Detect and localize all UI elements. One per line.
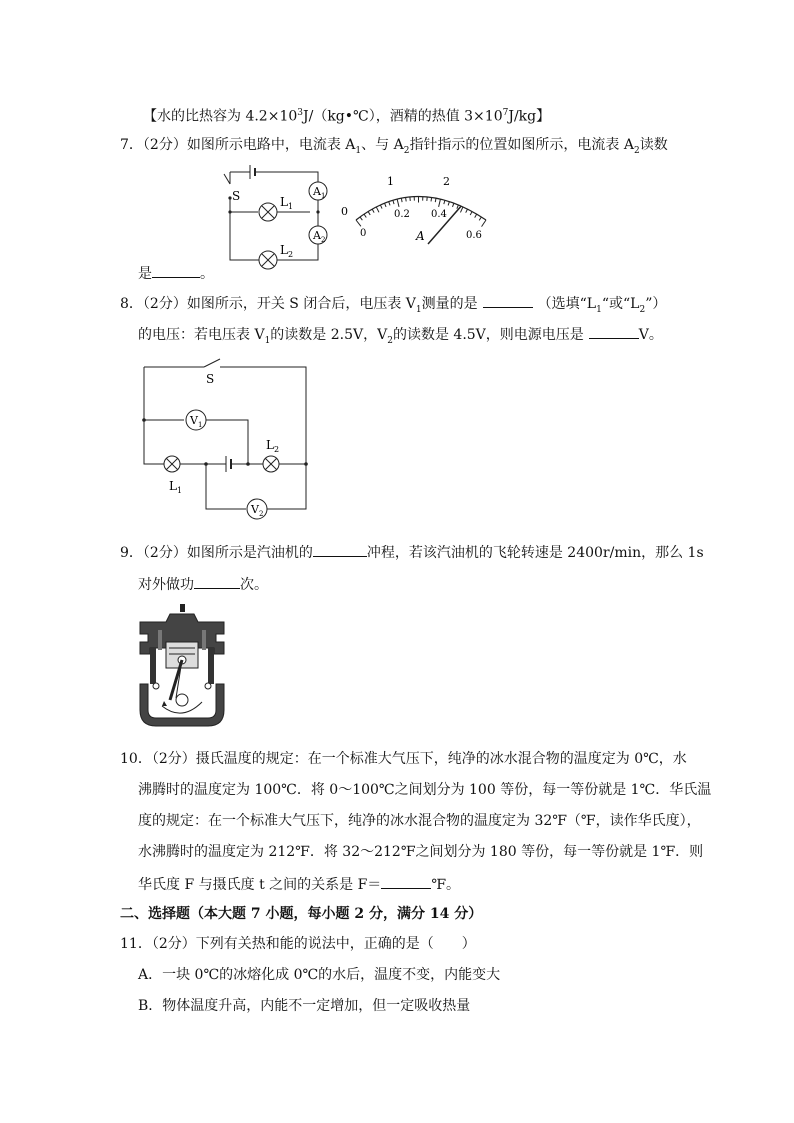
question-score: （2分） bbox=[151, 751, 196, 767]
q7-text: 如图所示电路中，电流表 A bbox=[186, 137, 356, 153]
answer-prefix: 是 bbox=[138, 266, 152, 282]
dial-tick bbox=[389, 202, 390, 206]
subscript: 2 bbox=[639, 304, 646, 315]
constants-exponent-2: 7 bbox=[502, 108, 509, 118]
answer-blank[interactable] bbox=[589, 324, 639, 339]
constants-exponent: 3 bbox=[297, 108, 303, 118]
dial-inner-tick: 0 bbox=[360, 228, 367, 239]
subscript: 1 bbox=[355, 145, 362, 156]
question-number: 7． bbox=[120, 137, 143, 153]
lamp1-label: $L_1$ bbox=[169, 479, 183, 495]
q8-text-2: 测量的是 bbox=[421, 296, 478, 312]
question-score: （2分） bbox=[142, 545, 187, 561]
q10-line3 bbox=[138, 812, 701, 830]
question-number: 8． bbox=[120, 296, 143, 312]
constants-line bbox=[143, 104, 550, 126]
q10-text: 沸腾时的温度定为 100℃．将 0～100℃之间划分为 100 等份，每一等份就是 1℃．华氏温 bbox=[138, 782, 712, 798]
dial-inner-tick: 0.6 bbox=[466, 230, 482, 241]
dial-tick bbox=[385, 203, 386, 207]
voltmeter-v1-label: $V_1$ bbox=[190, 414, 203, 429]
dial-tick bbox=[372, 209, 374, 212]
q8-text: 的电压：若电压表 V bbox=[138, 327, 265, 343]
answer-suffix: 。 bbox=[200, 266, 214, 282]
q7-answer-line bbox=[138, 263, 214, 283]
switch-label: S bbox=[232, 189, 241, 203]
section-title-text: 二、选择题（本大题 7 小题，每小题 2 分，满分 14 分） bbox=[120, 906, 483, 922]
dial-tick bbox=[482, 220, 486, 227]
q10-text-2: ℉。 bbox=[431, 877, 460, 893]
q11-stem bbox=[120, 935, 476, 953]
lamp2-label: $L_2$ bbox=[266, 438, 280, 454]
section-title bbox=[120, 905, 482, 923]
dial-outer-tick: 2 bbox=[443, 175, 450, 188]
q10-line2 bbox=[138, 781, 711, 799]
q8-text-4: “或“L bbox=[601, 296, 640, 312]
dial-tick bbox=[439, 199, 441, 207]
q10-line4 bbox=[138, 843, 703, 861]
lamp2-label: $L_2$ bbox=[280, 243, 294, 259]
q8-text-4: V。 bbox=[638, 327, 663, 343]
dial-tick bbox=[368, 212, 370, 215]
question-score: （2分） bbox=[151, 936, 196, 952]
switch-label: S bbox=[206, 372, 215, 386]
dial-tick bbox=[457, 205, 459, 209]
dial-tick bbox=[397, 199, 399, 207]
subscript: 1 bbox=[415, 304, 422, 315]
q10-line5 bbox=[138, 874, 460, 894]
answer-blank[interactable] bbox=[483, 293, 533, 308]
constants-text-3: J/kg】 bbox=[508, 108, 551, 125]
engine-cylinder-illustration bbox=[136, 602, 228, 730]
q9-text-2: 次。 bbox=[240, 577, 268, 593]
dial-tick bbox=[470, 212, 472, 216]
question-score: （2分） bbox=[142, 137, 187, 153]
q10-text: 华氏度 F 与摄氏度 t 之间的关系是 F＝ bbox=[138, 877, 382, 893]
dial-tick bbox=[431, 197, 432, 201]
question-score: （2分） bbox=[142, 296, 187, 312]
subscript: 2 bbox=[403, 145, 410, 156]
subscript: 1 bbox=[596, 304, 602, 315]
dial-inner-tick: 0.4 bbox=[431, 209, 447, 220]
dial-tick bbox=[452, 203, 453, 207]
q11-option-a[interactable] bbox=[138, 966, 500, 984]
q8-circuit-diagram bbox=[136, 355, 316, 525]
ammeter-a1-label: $A_1$ bbox=[313, 185, 326, 200]
q7-text-2: 、与 A bbox=[361, 137, 404, 153]
dial-unit: A bbox=[416, 229, 425, 243]
q9-text: 对外做功 bbox=[138, 577, 194, 593]
constants-text-2: J/（kg•℃），酒精的热值 3×10 bbox=[303, 108, 503, 125]
q7-stem bbox=[120, 136, 668, 160]
dial-tick bbox=[475, 214, 477, 217]
q8-line1 bbox=[120, 293, 666, 319]
q8-text-2: 的读数是 2.5V，V bbox=[270, 327, 388, 343]
q11-text: 下列有关热和能的说法中，正确的是（ ） bbox=[195, 936, 476, 952]
ammeter-dial bbox=[336, 168, 496, 246]
q7-text-3: 指针指示的位置如图所示，电流表 A bbox=[409, 137, 634, 153]
question-number: 11． bbox=[120, 936, 152, 952]
q10-text: 度的规定：在一个标准大气压下，纯净的冰水混合物的温度定为 32℉（℉，读作华氏度）， bbox=[138, 813, 701, 829]
dial-tick bbox=[376, 207, 379, 212]
dial-tick bbox=[435, 198, 436, 202]
q9-text-2: 冲程，若该汽油机的飞轮转速是 2400r/min，那么 1s bbox=[366, 545, 704, 561]
dial-tick bbox=[479, 217, 481, 220]
dial-tick bbox=[448, 202, 449, 206]
answer-blank[interactable] bbox=[152, 263, 200, 278]
dial-tick bbox=[401, 198, 402, 202]
subscript: 2 bbox=[634, 145, 640, 156]
q8-text: 如图所示，开关 S 闭合后，电压表 V bbox=[186, 296, 416, 312]
q9-line1 bbox=[120, 542, 704, 562]
q11-option-b[interactable] bbox=[138, 997, 470, 1015]
subscript: 1 bbox=[264, 335, 271, 346]
answer-blank[interactable] bbox=[194, 574, 240, 589]
q8-text-3: 的读数是 4.5V，则电源电压是 bbox=[392, 327, 584, 343]
subscript: 2 bbox=[387, 335, 393, 346]
q10-line1 bbox=[120, 750, 687, 768]
dial-tick bbox=[444, 200, 445, 204]
dial-outer-tick: 1 bbox=[387, 175, 394, 188]
dial-tick bbox=[393, 200, 394, 204]
q9-line2 bbox=[138, 574, 268, 594]
lamp1-label: $L_1$ bbox=[280, 195, 294, 211]
voltmeter-v2-label: $V_2$ bbox=[251, 503, 264, 518]
answer-blank[interactable] bbox=[381, 874, 431, 889]
question-number: 10． bbox=[120, 751, 152, 767]
dial-tick bbox=[380, 205, 382, 209]
q7-circuit-diagram bbox=[218, 160, 338, 275]
q7-text-4: 读数 bbox=[639, 137, 668, 153]
q8-line2 bbox=[138, 324, 663, 350]
constants-text: 【水的比热容为 4.2×10 bbox=[143, 108, 298, 125]
q10-text: 摄氏温度的规定：在一个标准大气压下，纯净的冰水混合物的温度定为 0℃，水 bbox=[195, 751, 687, 767]
dial-outer-tick: 0 bbox=[341, 205, 348, 218]
q9-text: 如图所示是汽油机的 bbox=[186, 545, 313, 561]
dial-tick bbox=[406, 197, 407, 201]
q8-text-5: ”） bbox=[645, 296, 667, 312]
dial-tick bbox=[460, 207, 463, 212]
dial-tick bbox=[356, 220, 361, 226]
dial-tick bbox=[466, 209, 468, 213]
dial-tick bbox=[364, 214, 366, 217]
option-a-text: A．一块 0℃的冰熔化成 0℃的水后，温度不变，内能变大 bbox=[138, 967, 501, 983]
q10-text: 水沸腾时的温度定为 212℉．将 32～212℉之间划分为 180 等份，每一等份就是 1℉．则 bbox=[138, 844, 704, 860]
dial-inner-tick: 0.2 bbox=[394, 209, 410, 220]
question-number: 9． bbox=[120, 545, 143, 561]
option-b-text: B．物体温度升高，内能不一定增加，但一定吸收热量 bbox=[138, 998, 471, 1014]
ammeter-a2-label: $A_2$ bbox=[313, 229, 326, 244]
answer-blank[interactable] bbox=[313, 542, 367, 557]
dial-tick bbox=[360, 217, 362, 220]
q8-text-3: （选填“L bbox=[537, 296, 597, 312]
